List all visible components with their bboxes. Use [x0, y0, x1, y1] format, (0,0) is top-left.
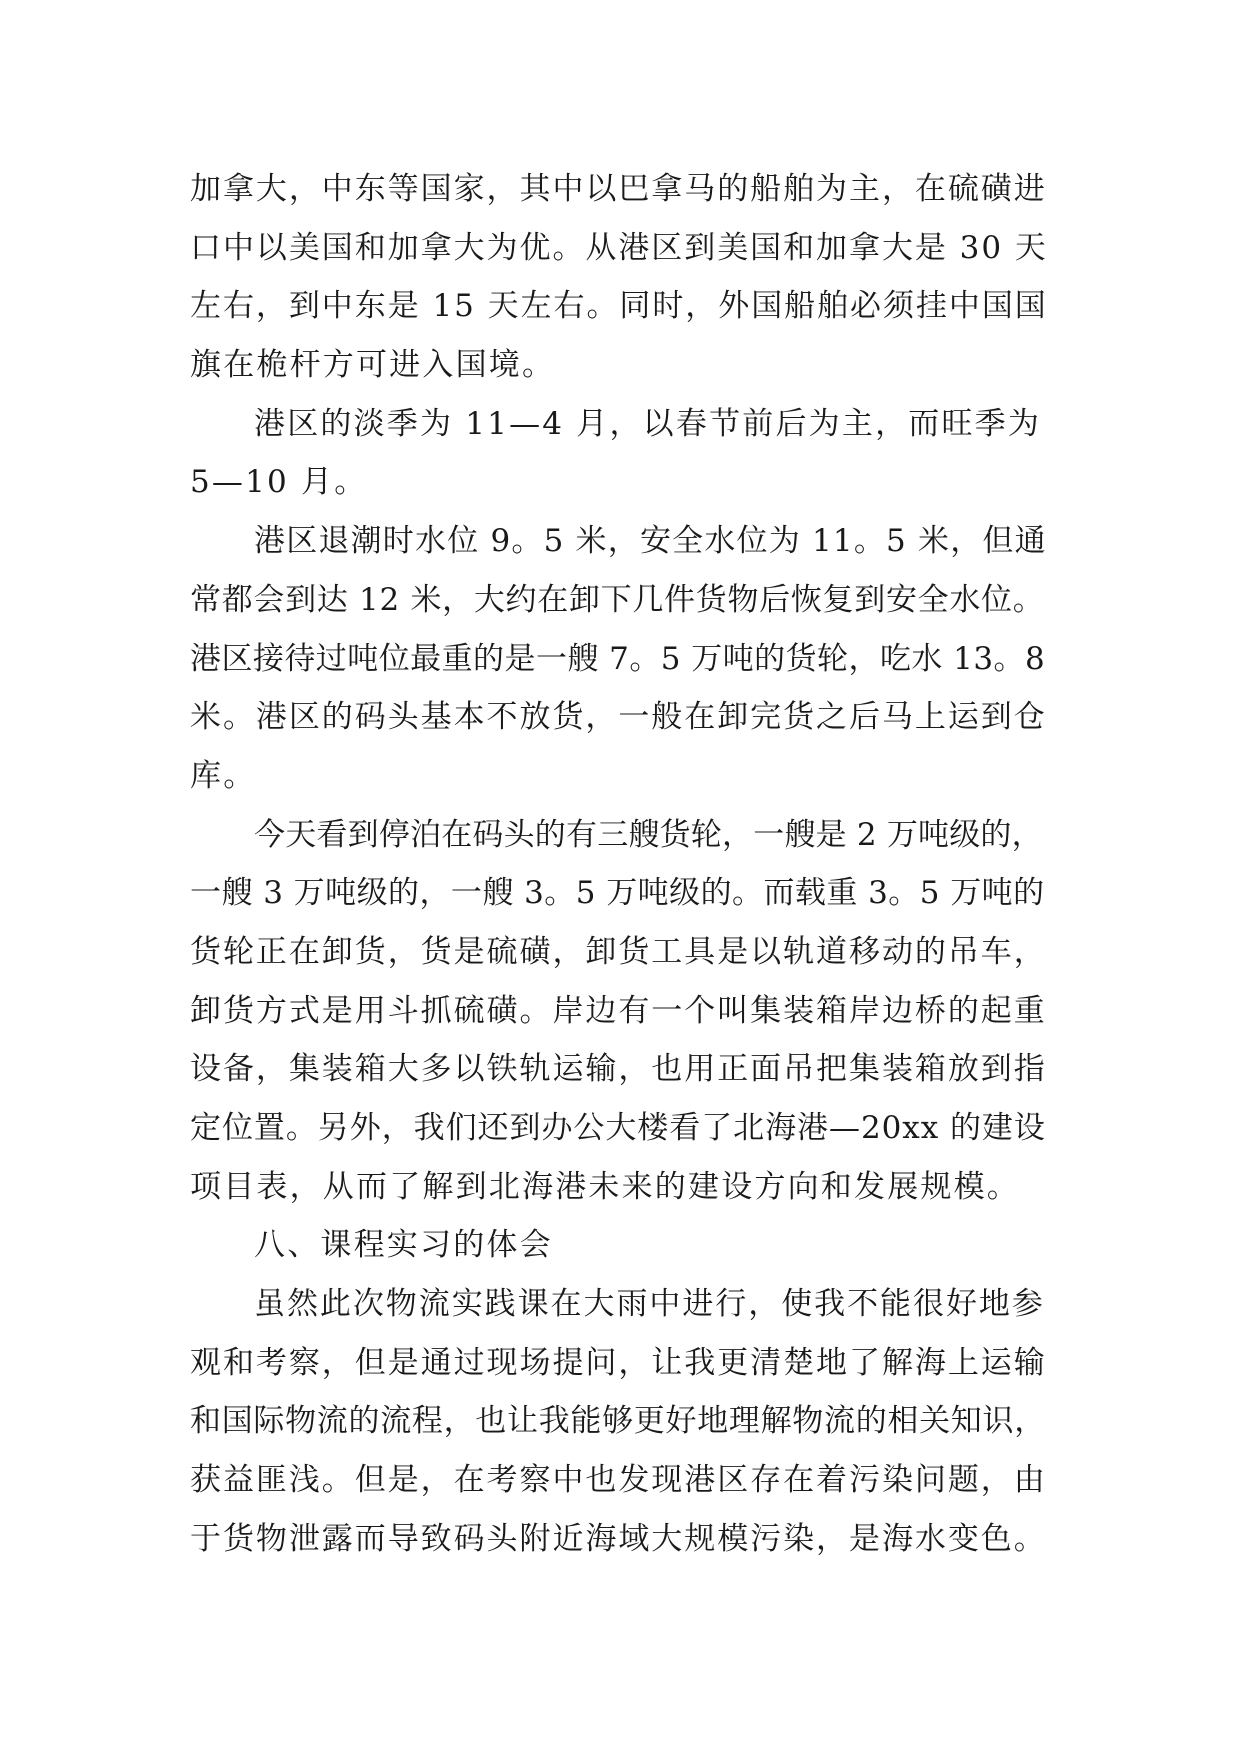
- text-line: 和国际物流的流程，也让我能够更好地理解物流的相关知识，: [190, 1403, 1046, 1440]
- text-line: 今天看到停泊在码头的有三艘货轮，一艘是 2 万吨级的，: [254, 816, 1043, 853]
- text-line: 港区接待过吨位最重的是一艘 7。5 万吨的货轮，吃水 13。8: [190, 640, 1046, 677]
- text-line: 常都会到达 12 米，大约在卸下几件货物后恢复到安全水位。: [190, 581, 1045, 618]
- body-text: [190, 160, 1048, 1569]
- text-line: 港区的淡季为 11—4 月，以春节前后为主，而旺季为: [254, 405, 1042, 442]
- text-line: 观和考察，但是通过现场提问，让我更清楚地了解海上运输: [190, 1344, 1047, 1381]
- text-line: 左右，到中东是 15 天左右。同时，外国船舶必须挂中国国: [190, 288, 1048, 325]
- text-line: 于货物泄露而导致码头附近海域大规模污染，是海水变色。: [190, 1520, 1047, 1557]
- text-line: 5—10 月。: [190, 464, 368, 501]
- text-line: 卸货方式是用斗抓硫磺。岸边有一个叫集装箱岸边桥的起重: [190, 992, 1047, 1029]
- text-line: 货轮正在卸货，货是硫磺，卸货工具是以轨道移动的吊车，: [190, 933, 1047, 970]
- text-line: 库。: [190, 757, 257, 794]
- text-line: 虽然此次物流实践课在大雨中进行，使我不能很好地参: [254, 1286, 1045, 1323]
- text-line: 定位置。另外，我们还到办公大楼看了北海港—20xx 的建设: [190, 1110, 1046, 1146]
- text-line: 一艘 3 万吨级的，一艘 3。5 万吨级的。而载重 3。5 万吨的: [190, 875, 1045, 912]
- text-line: 加拿大，中东等国家，其中以巴拿马的船舶为主，在硫磺进: [190, 171, 1047, 207]
- text-line: 设备，集装箱大多以铁轨运输，也用正面吊把集装箱放到指: [190, 1051, 1047, 1088]
- section-heading: 八、课程实习的体会: [254, 1227, 553, 1264]
- text-line: 港区退潮时水位 9。5 米，安全水位为 11。5 米，但通: [254, 523, 1047, 560]
- text-line: 米。港区的码头基本不放货，一般在卸完货之后马上运到仓: [190, 699, 1047, 736]
- text-line: 口中以美国和加拿大为优。从港区到美国和加拿大是 30 天: [190, 229, 1048, 266]
- text-line: 旗在桅杆方可进入国境。: [190, 347, 556, 384]
- text-line: 项目表，从而了解到北海港未来的建设方向和发展规模。: [190, 1168, 1020, 1205]
- text-line: 获益匪浅。但是，在考察中也发现港区存在着污染问题，由: [190, 1462, 1047, 1499]
